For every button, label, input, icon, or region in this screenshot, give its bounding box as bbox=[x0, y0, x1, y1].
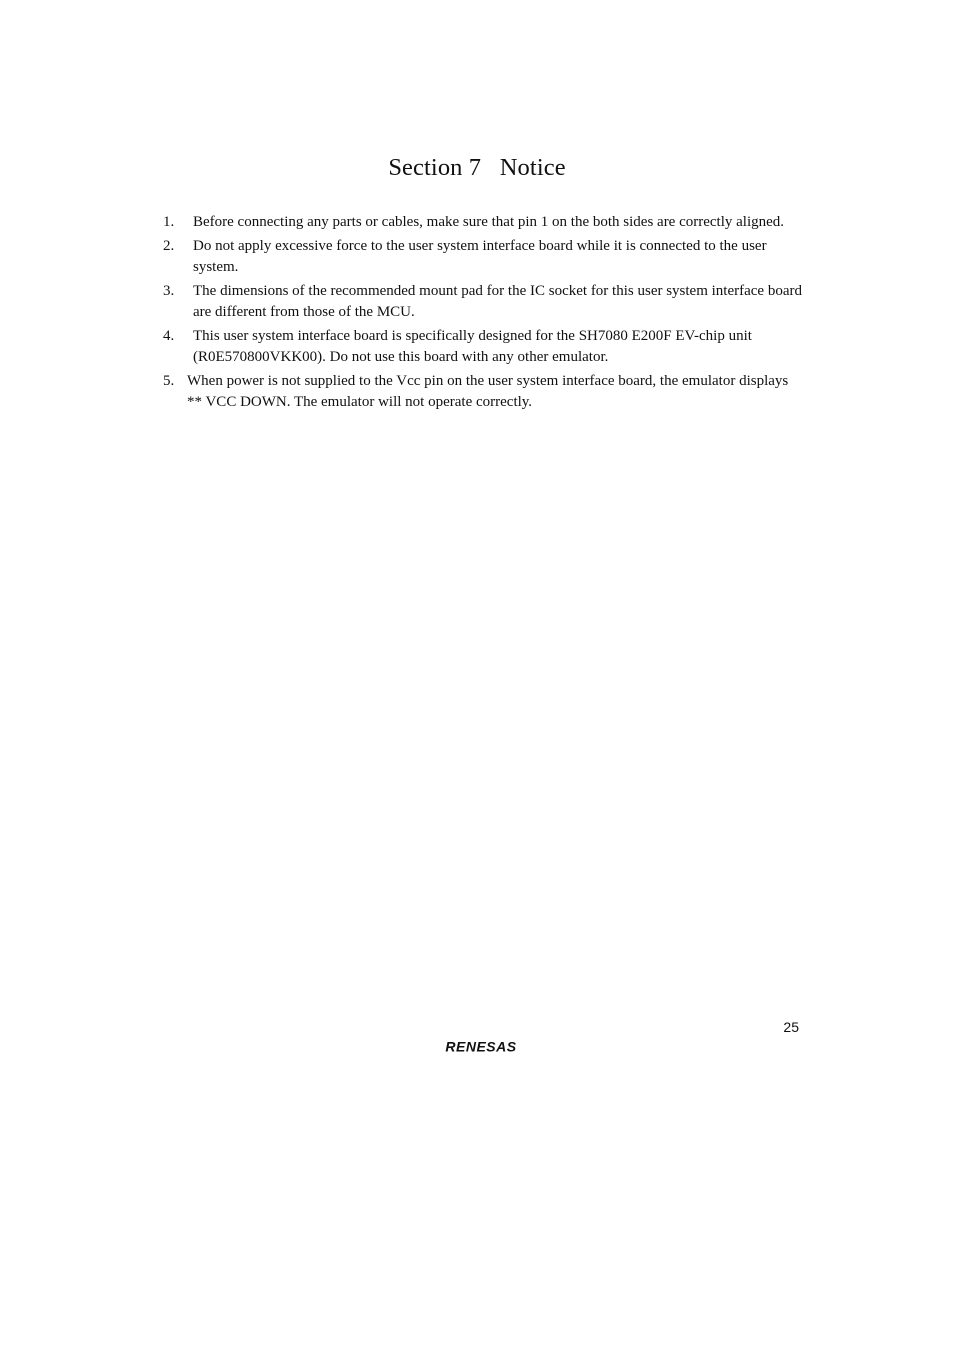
item-text: When power is not supplied to the Vcc pin on the user system interface board, the emulator displays ** VCC DOWN. The emulator will not operate correctly. bbox=[187, 373, 789, 410]
notice-item-3 bbox=[163, 281, 803, 323]
logo-wordmark: RENESAS bbox=[445, 1038, 517, 1055]
notice-list bbox=[163, 212, 803, 416]
item-text: This user system interface board is specifically designed for the SH7080 E200F EV-chip unit (R0E570800VKK00). Do not use this board with any other emulator. bbox=[193, 328, 752, 365]
item-number: 2. bbox=[163, 238, 175, 254]
section-title: Section 7 Notice bbox=[388, 154, 566, 181]
item-text: Before connecting any parts or cables, make sure that pin 1 on the both sides are correctly aligned. bbox=[193, 214, 785, 230]
notice-item-4 bbox=[163, 326, 803, 368]
item-number: 4. bbox=[163, 328, 175, 344]
page-number: 25 bbox=[783, 1019, 799, 1035]
item-number: 1. bbox=[163, 214, 175, 230]
item-text: The dimensions of the recommended mount pad for the IC socket for this user system interface board are different from those of the MCU. bbox=[193, 283, 802, 320]
item-number: 5. bbox=[163, 373, 175, 389]
item-number: 3. bbox=[163, 283, 175, 299]
notice-item-1 bbox=[163, 212, 803, 233]
item-text: Do not apply excessive force to the user system interface board while it is connected to the user system. bbox=[193, 238, 767, 275]
notice-item-5 bbox=[163, 371, 803, 413]
notice-item-2 bbox=[163, 236, 803, 278]
renesas-logo bbox=[431, 1037, 531, 1055]
